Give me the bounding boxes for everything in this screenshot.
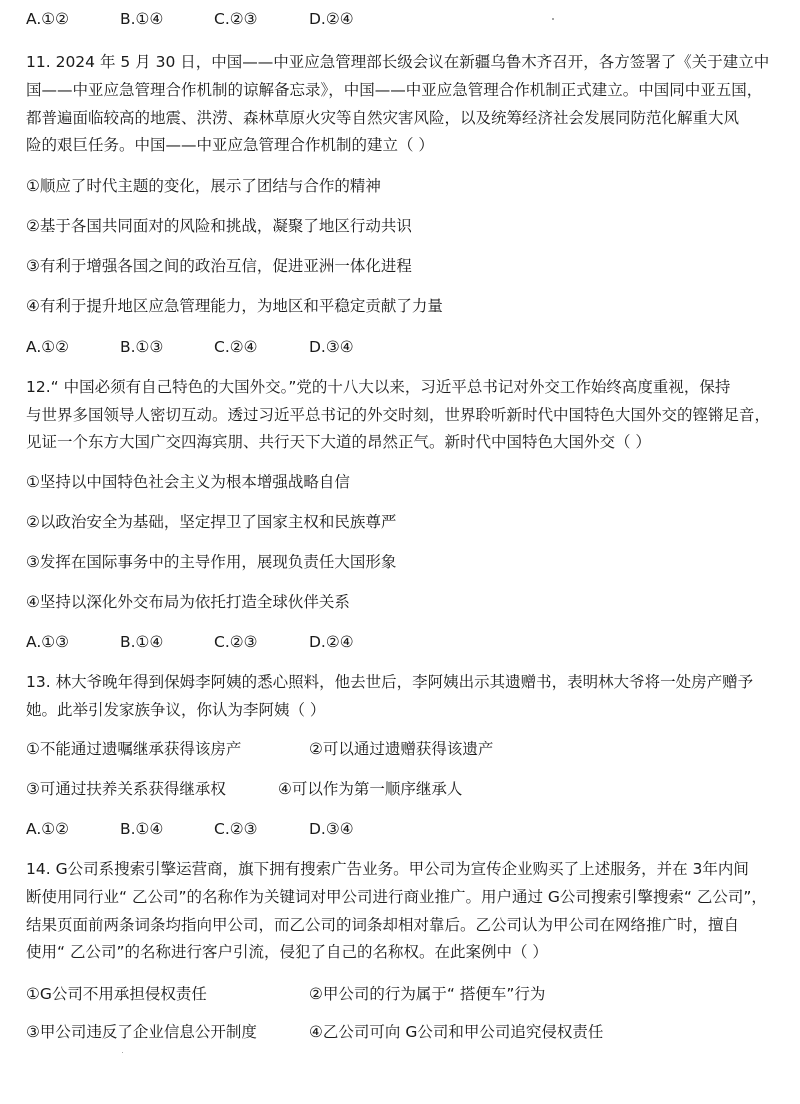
q12-stem-line: 12.“ 中国必须有自己特色的大国外交。”党的十八大以来，习近平总书记对外交工作始终高度重视，保持 xyxy=(26,378,731,396)
q11-item-2: ②基于各国共同面对的风险和挑战，凝聚了地区行动共识 xyxy=(26,217,412,235)
q12-item-2: ②以政治安全为基础，坚定捍卫了国家主权和民族尊严 xyxy=(26,513,397,531)
q14-stem-line: 使用“ 乙公司”的名称进行客户引流，侵犯了自己的名称权。在此案例中（ ） xyxy=(26,943,548,961)
q14-stem-line: 结果页面前两条词条均指向甲公司，而乙公司的词条却相对靠后。乙公司认为甲公司在网络推广时，擅自 xyxy=(26,916,740,934)
q12-item-3: ③发挥在国际事务中的主导作用，展现负责任大国形象 xyxy=(26,553,397,571)
scan-speck xyxy=(552,18,554,20)
q12-stem-line: 见证一个东方大国广交四海宾朋、共行天下大道的昂然正气。新时代中国特色大国外交（ ） xyxy=(26,433,651,451)
q14-stem-line: 断使用同行业“ 乙公司”的名称作为关键词对甲公司进行商业推广。用户通过 G公司搜索引擎搜索“ 乙公司”， xyxy=(26,888,767,906)
q10-option-a: A.①② xyxy=(26,10,70,28)
q12-item-1: ①坚持以中国特色社会主义为根本增强战略自信 xyxy=(26,473,350,491)
q11-stem-line: 险的艰巨任务。中国——中亚应急管理合作机制的建立（ ） xyxy=(26,136,434,154)
q10-option-b: B.①④ xyxy=(120,10,164,28)
q13-item-4: ④可以作为第一顺序继承人 xyxy=(278,780,463,798)
q13-option-b: B.①④ xyxy=(120,820,164,838)
q14-stem-line: 14. G公司系搜索引擎运营商，旗下拥有搜索广告业务。甲公司为宣传企业购买了上述服务，并在 3年内间 xyxy=(26,860,749,878)
q12-option-a: A.①③ xyxy=(26,633,70,651)
q13-stem-line: 她。此举引发家族争议，你认为李阿姨（ ） xyxy=(26,701,326,719)
q13-item-3: ③可通过扶养关系获得继承权 xyxy=(26,780,226,798)
scan-speck xyxy=(122,1052,123,1053)
q11-stem-line: 11. 2024 年 5 月 30 日，中国——中亚应急管理部长级会议在新疆乌鲁木齐召开，各方签署了《关于建立中 xyxy=(26,53,770,71)
q11-item-1: ①顺应了时代主题的变化，展示了团结与合作的精神 xyxy=(26,177,381,195)
q10-option-c: C.②③ xyxy=(214,10,258,28)
q14-item-3: ③甲公司违反了企业信息公开制度 xyxy=(26,1023,257,1041)
q14-item-1: ①G公司不用承担侵权责任 xyxy=(26,985,207,1003)
q12-option-d: D.②④ xyxy=(309,633,354,651)
q11-item-3: ③有利于增强各国之间的政治互信，促进亚洲一体化进程 xyxy=(26,257,412,275)
q13-option-a: A.①② xyxy=(26,820,70,838)
q11-option-b: B.①③ xyxy=(120,338,164,356)
q14-item-4: ④乙公司可向 G公司和甲公司追究侵权责任 xyxy=(309,1023,604,1041)
q11-stem-line: 都普遍面临较高的地震、洪涝、森林草原火灾等自然灾害风险，以及统筹经济社会发展同防范化解重大风 xyxy=(26,109,740,127)
q11-option-a: A.①② xyxy=(26,338,70,356)
q14-item-2: ②甲公司的行为属于“ 搭便车”行为 xyxy=(309,985,546,1003)
q13-option-c: C.②③ xyxy=(214,820,258,838)
q13-item-2: ②可以通过遗赠获得该遗产 xyxy=(309,740,494,758)
q11-item-4: ④有利于提升地区应急管理能力，为地区和平稳定贡献了力量 xyxy=(26,297,443,315)
q13-stem-line: 13. 林大爷晚年得到保姆李阿姨的悉心照料，他去世后，李阿姨出示其遗赠书，表明林大爷将一处房产赠予 xyxy=(26,673,754,691)
q13-option-d: D.③④ xyxy=(309,820,354,838)
q12-option-c: C.②③ xyxy=(214,633,258,651)
q10-option-d: D.②④ xyxy=(309,10,354,28)
q11-option-d: D.③④ xyxy=(309,338,354,356)
q13-item-1: ①不能通过遗嘱继承获得该房产 xyxy=(26,740,242,758)
q11-stem-line: 国——中亚应急管理合作机制的谅解备忘录》，中国——中亚应急管理合作机制正式建立。中国同中亚五国， xyxy=(26,81,763,99)
q12-option-b: B.①④ xyxy=(120,633,164,651)
q12-item-4: ④坚持以深化外交布局为依托打造全球伙伴关系 xyxy=(26,593,350,611)
q12-stem-line: 与世界多国领导人密切互动。透过习近平总书记的外交时刻，世界聆听新时代中国特色大国外交的铿锵足音， xyxy=(26,406,771,424)
q11-option-c: C.②④ xyxy=(214,338,258,356)
